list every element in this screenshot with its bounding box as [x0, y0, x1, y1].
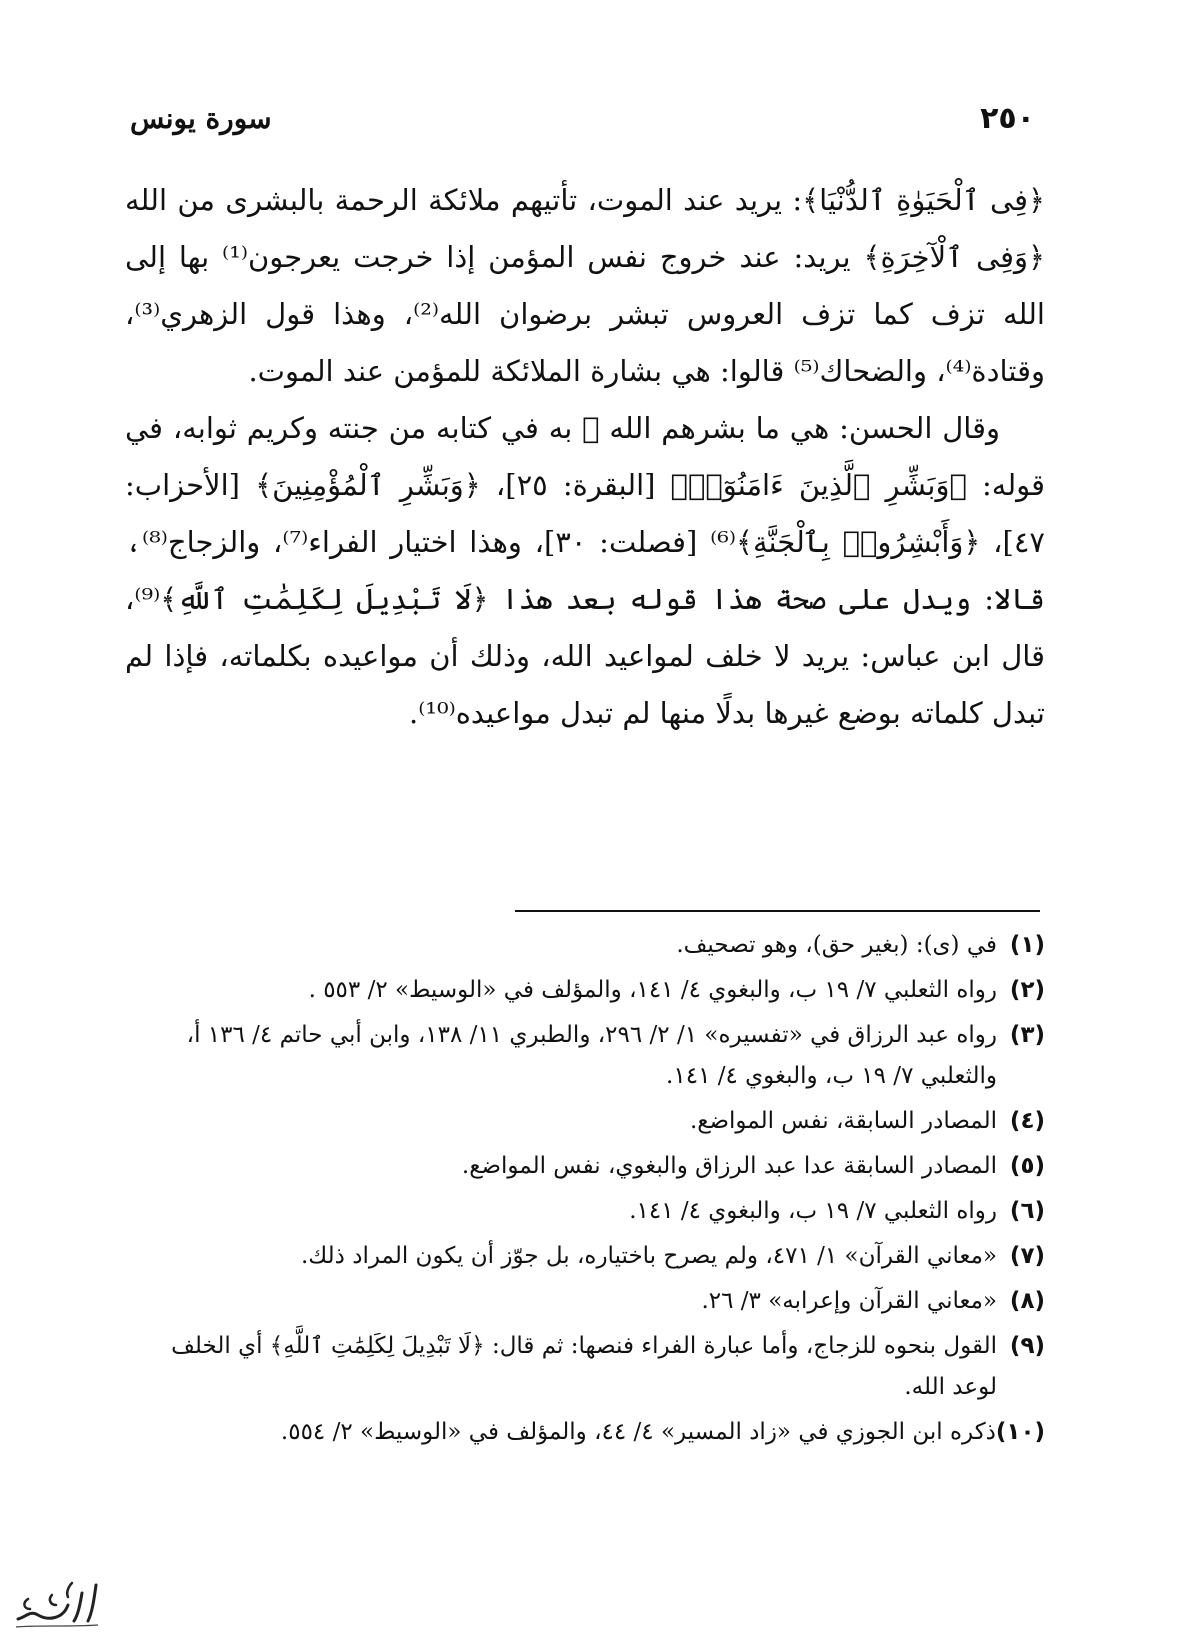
footnote-number: (٤): [1009, 1108, 1045, 1134]
main-text: [125, 172, 1045, 742]
footnote-number: (٥): [1009, 1153, 1045, 1179]
publisher-logo: [8, 1575, 103, 1635]
footnote: [130, 1281, 1045, 1322]
footnote: [130, 1101, 1045, 1142]
footnote-text: القول بنحوه للزجاج، وأما عبارة الفراء فنصها: ثم قال: ﴿لَا تَبْدِيلَ لِكَلِمَٰتِ ٱللَّهِ﴾ أي الخلف لوعد الله.: [171, 1333, 997, 1400]
footnote-number: (٣): [1009, 1022, 1045, 1048]
footnote: [130, 1412, 1045, 1453]
footnote-number: (٢): [1009, 977, 1045, 1003]
footnote-text: «معاني القرآن» ١/ ٤٧١، ولم يصرح باختياره، بل جوّز أن يكون المراد ذلك.: [300, 1243, 997, 1269]
footnote-text: رواه الثعلبي ٧/ ١٩ ب، والبغوي ٤/ ١٤١.: [629, 1198, 997, 1224]
footnote: [130, 1326, 1045, 1408]
footnote: [130, 1236, 1045, 1277]
footnote-number: (٩): [1009, 1333, 1045, 1359]
footnote-text: ذكره ابن الجوزي في «زاد المسير» ٤/ ٤٤، والمؤلف في «الوسيط» ٢/ ٥٥٤.: [280, 1419, 996, 1445]
footnote-number: (١): [1009, 932, 1045, 958]
footnote-text: المصادر السابقة عدا عبد الرزاق والبغوي، نفس المواضع.: [461, 1153, 997, 1179]
footnote-number: (٧): [1009, 1243, 1045, 1269]
footnote-text: «معاني القرآن وإعرابه» ٣/ ٢٦.: [701, 1288, 997, 1314]
footnote-text: في (ى): (بغير حق)، وهو تصحيف.: [676, 932, 997, 958]
footnote: [130, 1015, 1045, 1097]
footnotes: [130, 925, 1045, 1457]
footnote: [130, 925, 1045, 966]
footnote: [130, 1146, 1045, 1187]
page-header: [130, 98, 1035, 138]
paragraph: وقال الحسن: هي ما بشرهم الله ﷻ به في كتابه من جنته وكريم ثوابه، في قوله: ﴿وَبَشِّرِ ٱلَّذِينَ ءَامَنُوٓا۟﴾ [البقرة: ٢٥]، ﴿وَبَشِّرِ ٱلْمُؤْمِنِينَ﴾ [الأحزاب: ٤٧]، ﴿وَأَبْشِرُوا۟ بِٱلْجَنَّةِ﴾⁽⁶⁾ [فصلت: ٣٠]، وهذا اختيار الفراء⁽⁷⁾، والزجاج⁽⁸⁾، قالا: ويدل على صحة هذا قوله بعد هذا ﴿لَا تَبْدِيلَ لِكَلِمَٰتِ ٱللَّهِ﴾⁽⁹⁾، قال ابن عباس: يريد لا خلف لمواعيد الله، وذلك أن مواعيده بكلماته، فإذا لم تبدل كلماته بوضع غيرها بدلًا منها لم تبدل مواعيده⁽¹⁰⁾.: [125, 411, 1046, 730]
footnote-text: رواه الثعلبي ٧/ ١٩ ب، والبغوي ٤/ ١٤١، والمؤلف في «الوسيط» ٢/ ٥٥٣ .: [308, 977, 997, 1003]
footnote-number: (٨): [1009, 1288, 1045, 1314]
calligraphy-logo-icon: [8, 1575, 103, 1635]
footnote-number: (٦): [1009, 1198, 1045, 1224]
footnote: [130, 1191, 1045, 1232]
chapter-title: سورة يونس: [130, 101, 272, 135]
footnote-text: رواه عبد الرزاق في «تفسيره» ١/ ٢/ ٢٩٦، والطبري ١١/ ١٣٨، وابن أبي حاتم ٤/ ١٣٦ أ، والثعلبي ٧/ ١٩ ب، والبغوي ٤/ ١٤١.: [186, 1022, 997, 1089]
footnote: [130, 970, 1045, 1011]
footnote-separator: [515, 910, 1040, 912]
paragraph: ﴿فِى ٱلْحَيَوٰةِ ٱلدُّنْيَا﴾: يريد عند الموت، تأتيهم ملائكة الرحمة بالبشرى من الله ﴿وَفِى ٱلْآخِرَةِ﴾ يريد: عند خروج نفس المؤمن إذا خرجت يعرجون⁽¹⁾ بها إلى الله تزف كما تزف العروس تبشر برضوان الله⁽²⁾، وهذا قول الزهري⁽³⁾، وقتادة⁽⁴⁾، والضحاك⁽⁵⁾ قالوا: هي بشارة الملائكة للمؤمن عند الموت.: [125, 183, 1045, 388]
footnote-number: (١٠): [995, 1419, 1045, 1445]
footnote-text: المصادر السابقة، نفس المواضع.: [689, 1108, 997, 1134]
page-number: ٢٥٠: [980, 100, 1035, 136]
